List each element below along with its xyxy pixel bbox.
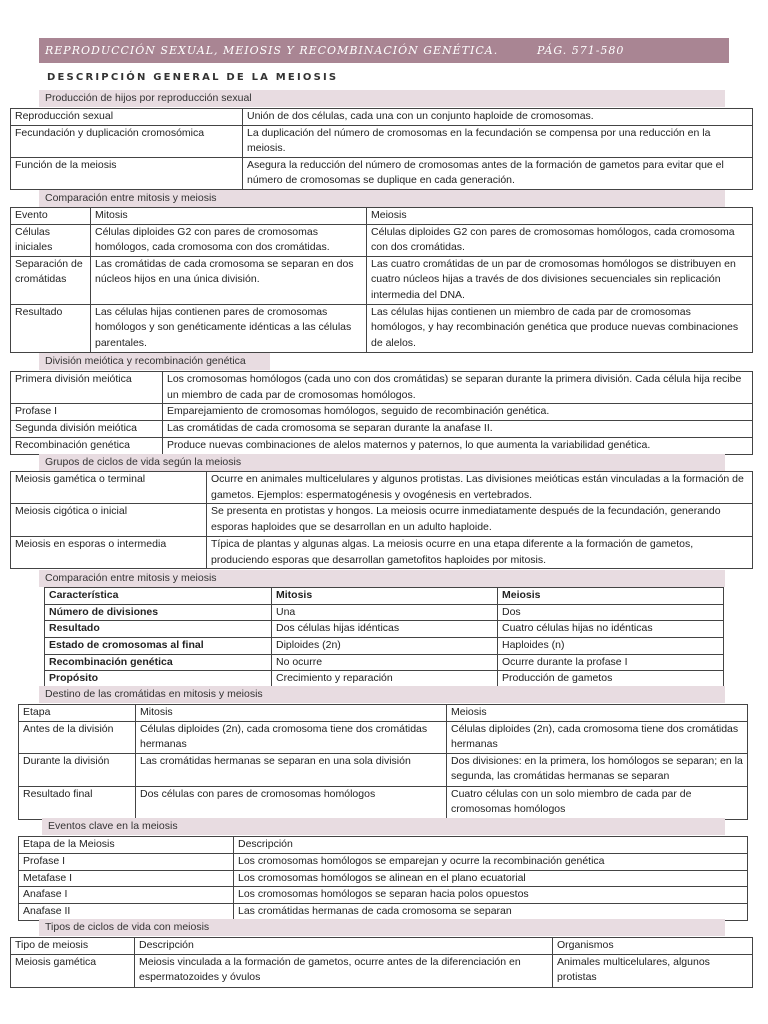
- table-cell: Evento: [11, 208, 91, 225]
- table-cell: Función de la meiosis: [11, 157, 243, 189]
- table-cell: Células diploides (2n), cada cromosoma tiene dos cromátidas hermanas: [136, 721, 447, 753]
- table-cell: Meiosis gamética: [11, 954, 135, 987]
- table-sexual-reproduction: [10, 108, 753, 190]
- section-title: Destino de las cromátidas en mitosis y meiosis: [39, 686, 725, 703]
- table-row: [11, 125, 753, 157]
- section-title: División meiótica y recombinación genética: [39, 353, 270, 370]
- section-title: Tipos de ciclos de vida con meiosis: [39, 919, 725, 936]
- table-row: [19, 870, 748, 887]
- table-cell: Las células hijas contienen un miembro de cada par de cromosomas homólogos, y hay recombinación genética que produce nuevas combinaciones de alelos.: [367, 304, 753, 352]
- table-row: [11, 208, 753, 225]
- table-cell: Mitosis: [136, 705, 447, 722]
- table-life-cycle-groups: [10, 471, 753, 569]
- table-row: [11, 109, 753, 126]
- table-cell: Primera división meiótica: [11, 372, 163, 404]
- table-row: [19, 904, 748, 921]
- table-cell: Meiosis gamética o terminal: [11, 472, 207, 504]
- table-cell: Los cromosomas homólogos se emparejan y ocurre la recombinación genética: [234, 853, 748, 870]
- table-cell: Ocurre durante la profase I: [498, 654, 724, 671]
- table-row: [11, 304, 753, 352]
- table-cell: Las células hijas contienen pares de cromosomas homólogos y son genéticamente idénticas a las células parentales.: [91, 304, 367, 352]
- table-row: [11, 157, 753, 189]
- table-cell: Células diploides (2n), cada cromosoma tiene dos cromátidas hermanas: [447, 721, 748, 753]
- table-cell: No ocurre: [272, 654, 498, 671]
- table-cell: Cuatro células hijas no idénticas: [498, 621, 724, 638]
- document-subtitle: DESCRIPCIÓN GENERAL DE LA MEIOSIS: [47, 72, 339, 83]
- page-range: PÁG. 571-580: [537, 44, 625, 57]
- table-cell: Antes de la división: [19, 721, 136, 753]
- table-cell: Meiosis: [498, 588, 724, 605]
- table-cell: Fecundación y duplicación cromosómica: [11, 125, 243, 157]
- table-cell: Organismos: [553, 938, 753, 955]
- table-cell: Una: [272, 604, 498, 621]
- table-row: [45, 604, 724, 621]
- table-cell: Profase I: [11, 404, 163, 421]
- table-cell: Etapa de la Meiosis: [19, 837, 234, 854]
- table-cell: Anafase II: [19, 904, 234, 921]
- table-cell: Diploides (2n): [272, 638, 498, 655]
- table-cell: Asegura la reducción del número de cromosomas antes de la formación de gametos para evitar que el número de cromosomas se duplique en cada generación.: [243, 157, 753, 189]
- table-cell: Emparejamiento de cromosomas homólogos, seguido de recombinación genética.: [163, 404, 753, 421]
- table-row: [19, 753, 748, 786]
- table-meiotic-division: [10, 371, 753, 455]
- table-cell: Resultado final: [19, 786, 136, 819]
- table-cell: Produce nuevas combinaciones de alelos maternos y paternos, lo que aumenta la variabilidad genética.: [163, 438, 753, 455]
- table-cell: Número de divisiones: [45, 604, 272, 621]
- table-cell: La duplicación del número de cromosomas en la fecundación se compensa por una reducción en la meiosis.: [243, 125, 753, 157]
- table-cell: Etapa: [19, 705, 136, 722]
- table-cell: Dos: [498, 604, 724, 621]
- table-row: [11, 954, 753, 987]
- table-cell: Propósito: [45, 671, 272, 688]
- table-cell: Los cromosomas homólogos (cada uno con dos cromátidas) se separan durante la primera división. Cada célula hija recibe un miembro de cada par de cromosomas homólogos.: [163, 372, 753, 404]
- table-cell: Meiosis: [367, 208, 753, 225]
- table-row: [11, 938, 753, 955]
- table-row: [19, 853, 748, 870]
- header-bar: [39, 38, 729, 63]
- table-cell: Las cromátidas de cada cromosoma se separan en dos núcleos hijos en una única división.: [91, 256, 367, 304]
- table-cell: Característica: [45, 588, 272, 605]
- table-cell: Reproducción sexual: [11, 109, 243, 126]
- table-row: [19, 837, 748, 854]
- section-title: Comparación entre mitosis y meiosis: [39, 190, 725, 207]
- table-cell: Haploides (n): [498, 638, 724, 655]
- table-cell: Los cromosomas homólogos se separan hacia polos opuestos: [234, 887, 748, 904]
- table-row: [11, 224, 753, 256]
- subtitle-bar: [39, 65, 729, 89]
- section-title: Comparación entre mitosis y meiosis: [39, 570, 725, 587]
- section-title: Grupos de ciclos de vida según la meiosis: [39, 454, 725, 471]
- document-title: REPRODUCCIÓN SEXUAL, MEIOSIS Y RECOMBINACIÓN GENÉTICA.: [45, 44, 499, 57]
- table-row: [11, 537, 753, 569]
- table-cell: Segunda división meiótica: [11, 421, 163, 438]
- table-cell: Resultado: [11, 304, 91, 352]
- table-row: [19, 786, 748, 819]
- table-cell: Ocurre en animales multicelulares y algunos protistas. Las divisiones meióticas están vinculadas a la formación de gametos. Ejemplos: espermatogénesis y ovogénesis en vertebrados.: [207, 472, 753, 504]
- table-cell: Anafase I: [19, 887, 234, 904]
- table-row: [19, 705, 748, 722]
- table-row: [11, 372, 753, 404]
- table-row: [45, 621, 724, 638]
- section-title: Producción de hijos por reproducción sexual: [39, 90, 725, 107]
- table-comparison-summary: [44, 587, 724, 688]
- table-cell: Cuatro células con un solo miembro de cada par de cromosomas homólogos: [447, 786, 748, 819]
- table-cell: Se presenta en protistas y hongos. La meiosis ocurre inmediatamente después de la fecundación, generando esporas haploides que se desarrollan en un adulto haploide.: [207, 504, 753, 537]
- table-cell: Tipo de meiosis: [11, 938, 135, 955]
- table-cell: Animales multicelulares, algunos protistas: [553, 954, 753, 987]
- table-cell: Resultado: [45, 621, 272, 638]
- table-row: [45, 671, 724, 688]
- table-cell: Meiosis cigótica o inicial: [11, 504, 207, 537]
- table-cell: Mitosis: [272, 588, 498, 605]
- table-mitosis-meiosis: [10, 207, 753, 353]
- table-cell: Dos divisiones: en la primera, los homólogos se separan; en la segunda, las cromátidas hermanas se separan: [447, 753, 748, 786]
- table-cell: Los cromosomas homólogos se alinean en el plano ecuatorial: [234, 870, 748, 887]
- table-row: [11, 472, 753, 504]
- table-cell: Descripción: [234, 837, 748, 854]
- table-row: [45, 654, 724, 671]
- table-cell: Meiosis en esporas o intermedia: [11, 537, 207, 569]
- table-row: [11, 504, 753, 537]
- table-cell: Producción de gametos: [498, 671, 724, 688]
- table-cell: Unión de dos células, cada una con un conjunto haploide de cromosomas.: [243, 109, 753, 126]
- table-cell: Meiosis: [447, 705, 748, 722]
- table-cell: Células diploides G2 con pares de cromosomas homólogos, cada cromosoma con dos cromátidas.: [367, 224, 753, 256]
- table-cell: Las cromátidas hermanas de cada cromosoma se separan: [234, 904, 748, 921]
- table-cell: Recombinación genética: [45, 654, 272, 671]
- table-cell: Dos células hijas idénticas: [272, 621, 498, 638]
- table-row: [19, 887, 748, 904]
- table-cell: Durante la división: [19, 753, 136, 786]
- table-row: [19, 721, 748, 753]
- table-cell: Profase I: [19, 853, 234, 870]
- table-row: [45, 588, 724, 605]
- table-cell: Las cuatro cromátidas de un par de cromosomas homólogos se distribuyen en cuatro núcleos hijas a través de dos divisiones secuenciales sin replicación intermedia del DNA.: [367, 256, 753, 304]
- table-cell: Estado de cromosomas al final: [45, 638, 272, 655]
- table-cell: Dos células con pares de cromosomas homólogos: [136, 786, 447, 819]
- table-row: [11, 256, 753, 304]
- table-row: [11, 404, 753, 421]
- table-cell: Las cromátidas de cada cromosoma se separan durante la anafase II.: [163, 421, 753, 438]
- table-cell: Meiosis vinculada a la formación de gametos, ocurre antes de la diferenciación en espermatozoides y óvulos: [135, 954, 553, 987]
- table-cell: Crecimiento y reparación: [272, 671, 498, 688]
- table-key-events: [18, 836, 748, 921]
- table-cell: Las cromátidas hermanas se separan en una sola división: [136, 753, 447, 786]
- table-cell: Metafase I: [19, 870, 234, 887]
- table-cell: Descripción: [135, 938, 553, 955]
- table-cell: Típica de plantas y algunas algas. La meiosis ocurre en una etapa diferente a la formación de gametos, produciendo esporas que desarrollan gametofitos haploides por mitosis.: [207, 537, 753, 569]
- table-cell: Separación de cromátidas: [11, 256, 91, 304]
- table-cell: Recombinación genética: [11, 438, 163, 455]
- table-row: [11, 421, 753, 438]
- table-row: [45, 638, 724, 655]
- table-chromatid-fate: [18, 704, 748, 820]
- table-cell: Mitosis: [91, 208, 367, 225]
- table-cell: Células diploides G2 con pares de cromosomas homólogos, cada cromosoma con dos cromátidas.: [91, 224, 367, 256]
- table-life-cycle-types: [10, 937, 753, 988]
- section-title: Eventos clave en la meiosis: [42, 818, 725, 835]
- table-cell: Células iniciales: [11, 224, 91, 256]
- table-row: [11, 438, 753, 455]
